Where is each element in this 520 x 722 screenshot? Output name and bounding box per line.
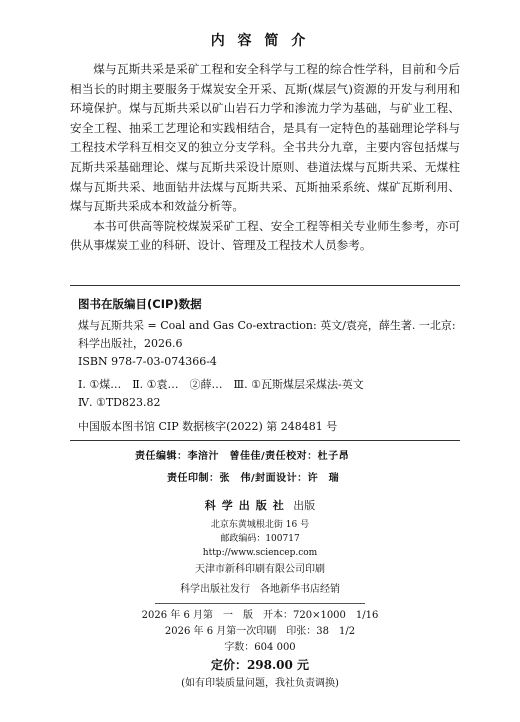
cip-heading: 图书在版编目(CIP)数据 — [78, 297, 202, 311]
divider — [70, 285, 460, 286]
production-line: 责任印制：张 伟/封面设计：许 瑞 — [167, 473, 340, 484]
summary-paragraph: 煤与瓦斯共采是采矿工程和安全科学与工程的综合性学科，目前和今后相当长的时期主要服务于煤炭安全开采、瓦斯(煤层气)资源的开发与利用和环境保护。煤与瓦斯共采以矿山岩石力学和渗流力学为基础，与矿业工程、安全工程、抽采工艺理论和实践相结合，是具有一定特色的基础理论学科与工程技术学科互相交叉的独立分支学科。全书共分九章，主要内容包括煤与瓦斯共采基础理论、煤与瓦斯共采设计原则、巷道法煤与瓦斯共采、无煤柱煤与瓦斯共采、地面钻井法煤与瓦斯共采、瓦斯抽采系统、煤矿瓦斯利用、煤与瓦斯共采成本和效益分析等。 — [70, 62, 460, 214]
cip-record — [78, 317, 458, 371]
distribution: 科学出版社发行 各地新华书店经销 — [180, 584, 340, 595]
publisher-logo-text: 科学出版社 — [204, 499, 290, 512]
divider — [70, 440, 460, 441]
cip-isbn: ISBN 978-7-03-074366-4 — [78, 355, 217, 368]
publisher-block — [0, 497, 520, 692]
publisher-website: http://www.sciencep.com — [202, 548, 318, 558]
cip-subjects-line: Ⅰ. ①煤… Ⅱ. ①袁… ②薛… Ⅲ. ①瓦斯煤层采煤法-英文 — [78, 378, 364, 391]
publisher-address: 北京东黄城根北街 16 号 — [210, 520, 310, 530]
cip-classification: Ⅳ. ①TD823.82 — [78, 396, 161, 409]
summary-paragraph: 本书可供高等院校煤炭采矿工程、安全工程等相关专业师生参考，亦可供从事煤炭工业的科研、设计、管理及工程技术人员参考。 — [70, 218, 460, 253]
publisher-suffix: 出版 — [293, 499, 316, 512]
editors-line: 责任编辑：李涪汁 曾佳佳/责任校对：杜子昂 — [135, 451, 350, 462]
printer: 天津市新科印刷有限公司印刷 — [195, 564, 325, 575]
cip-subjects — [78, 376, 458, 412]
page-title: 内 容 简 介 — [210, 33, 310, 49]
divider — [155, 603, 365, 604]
cip-catalog — [78, 418, 458, 436]
word-count: 字数：604 000 — [224, 642, 296, 653]
printing-line: 2026 年 6 月第一次印刷 印张：38 1/2 — [164, 626, 356, 637]
cip-record-line: 煤与瓦斯共采 = Coal and Gas Co-extraction: 英文/袁亮，薛生著. 一北京: 科学出版社，2026.6 — [78, 319, 456, 350]
publisher-postcode: 邮政编码：100717 — [220, 534, 300, 544]
quality-notice: (如有印装质量问题，我社负责调换) — [181, 678, 339, 689]
price: 定价：298.00 元 — [210, 658, 310, 672]
cip-catalog-number: 中国版本图书馆 CIP 数据核字(2022) 第 248481 号 — [78, 420, 338, 433]
edition-line: 2026 年 6 月第 一 版 开本：720×1000 1/16 — [141, 610, 379, 621]
content-summary — [70, 60, 460, 256]
